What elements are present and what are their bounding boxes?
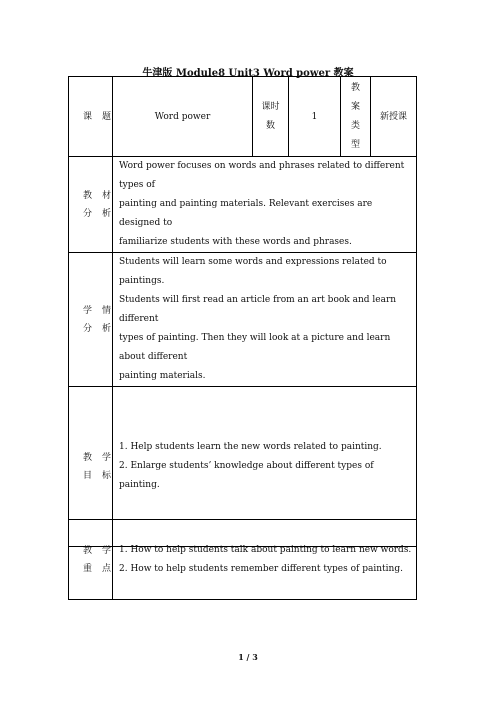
text-line: painting materials. [119,371,206,381]
key-points-row [69,520,417,600]
hours-label-line: 数 [265,120,275,131]
student-analysis-row [69,253,417,387]
hours-value: 1 [289,77,341,157]
key-points-table [68,519,417,600]
type-label-char: 类 [350,120,360,131]
header-row [69,77,417,157]
material-analysis-label [69,157,122,253]
label-char: 教 [83,545,103,556]
text-line: 1. How to help students talk about painting to learn new words. [119,544,412,555]
text-line: painting and painting materials. Relevant exercises are designed to [119,199,373,228]
text-line: familiarize students with these words and phrases. [119,237,352,247]
label-char: 析 [102,323,122,334]
text-line: Students will first read an article from an art book and learn different [119,295,397,324]
label-char: 情 [102,305,122,316]
topic-label [69,77,122,157]
label-char: 教 [83,452,103,463]
lesson-plan-table [68,76,417,547]
page-number: 1 / 3 [238,652,258,662]
type-label-char: 型 [350,139,360,150]
label-char: 材 [102,190,122,201]
label-char: 分 [83,323,103,334]
label-char: 点 [102,563,122,574]
label-char: 标 [102,470,122,481]
student-analysis-content [113,253,417,387]
label-char: 教 [83,190,103,201]
label-char: 分 [83,208,103,219]
text-line: 2. Enlarge students’ knowledge about different types of painting. [119,461,374,490]
text-line: 2. How to help students remember different types of painting. [119,563,403,574]
type-label [341,77,371,157]
topic-value: Word power [113,77,253,157]
student-analysis-label [69,253,122,387]
type-label-char: 案 [350,101,360,112]
material-analysis-row [69,157,417,253]
label-char: 学 [83,305,103,316]
document-title: 牛津版 Module8 Unit3 Word power 教案 [142,68,354,79]
text-line: types of painting. Then they will look at a picture and learn about different [119,333,391,362]
material-analysis-content [113,157,417,253]
label-char: 学 [102,452,122,463]
label-char: 析 [102,208,122,219]
text-line: 1. Help students learn the new words related to painting. [119,442,382,452]
key-points-content [113,520,417,600]
label-char: 目 [83,470,103,481]
text-line: Word power focuses on words and phrases related to different types of [119,161,405,190]
type-label-char: 教 [350,82,360,93]
topic-label-char: 题 [102,111,122,122]
key-points-label [69,520,122,600]
type-value: 新授课 [371,77,417,157]
hours-label-line: 课时 [261,101,280,112]
text-line: Students will learn some words and expressions related to paintings. [119,257,387,286]
label-char: 重 [83,563,103,574]
topic-label-char: 课 [83,111,103,122]
hours-label [253,77,289,157]
label-char: 学 [102,545,122,556]
